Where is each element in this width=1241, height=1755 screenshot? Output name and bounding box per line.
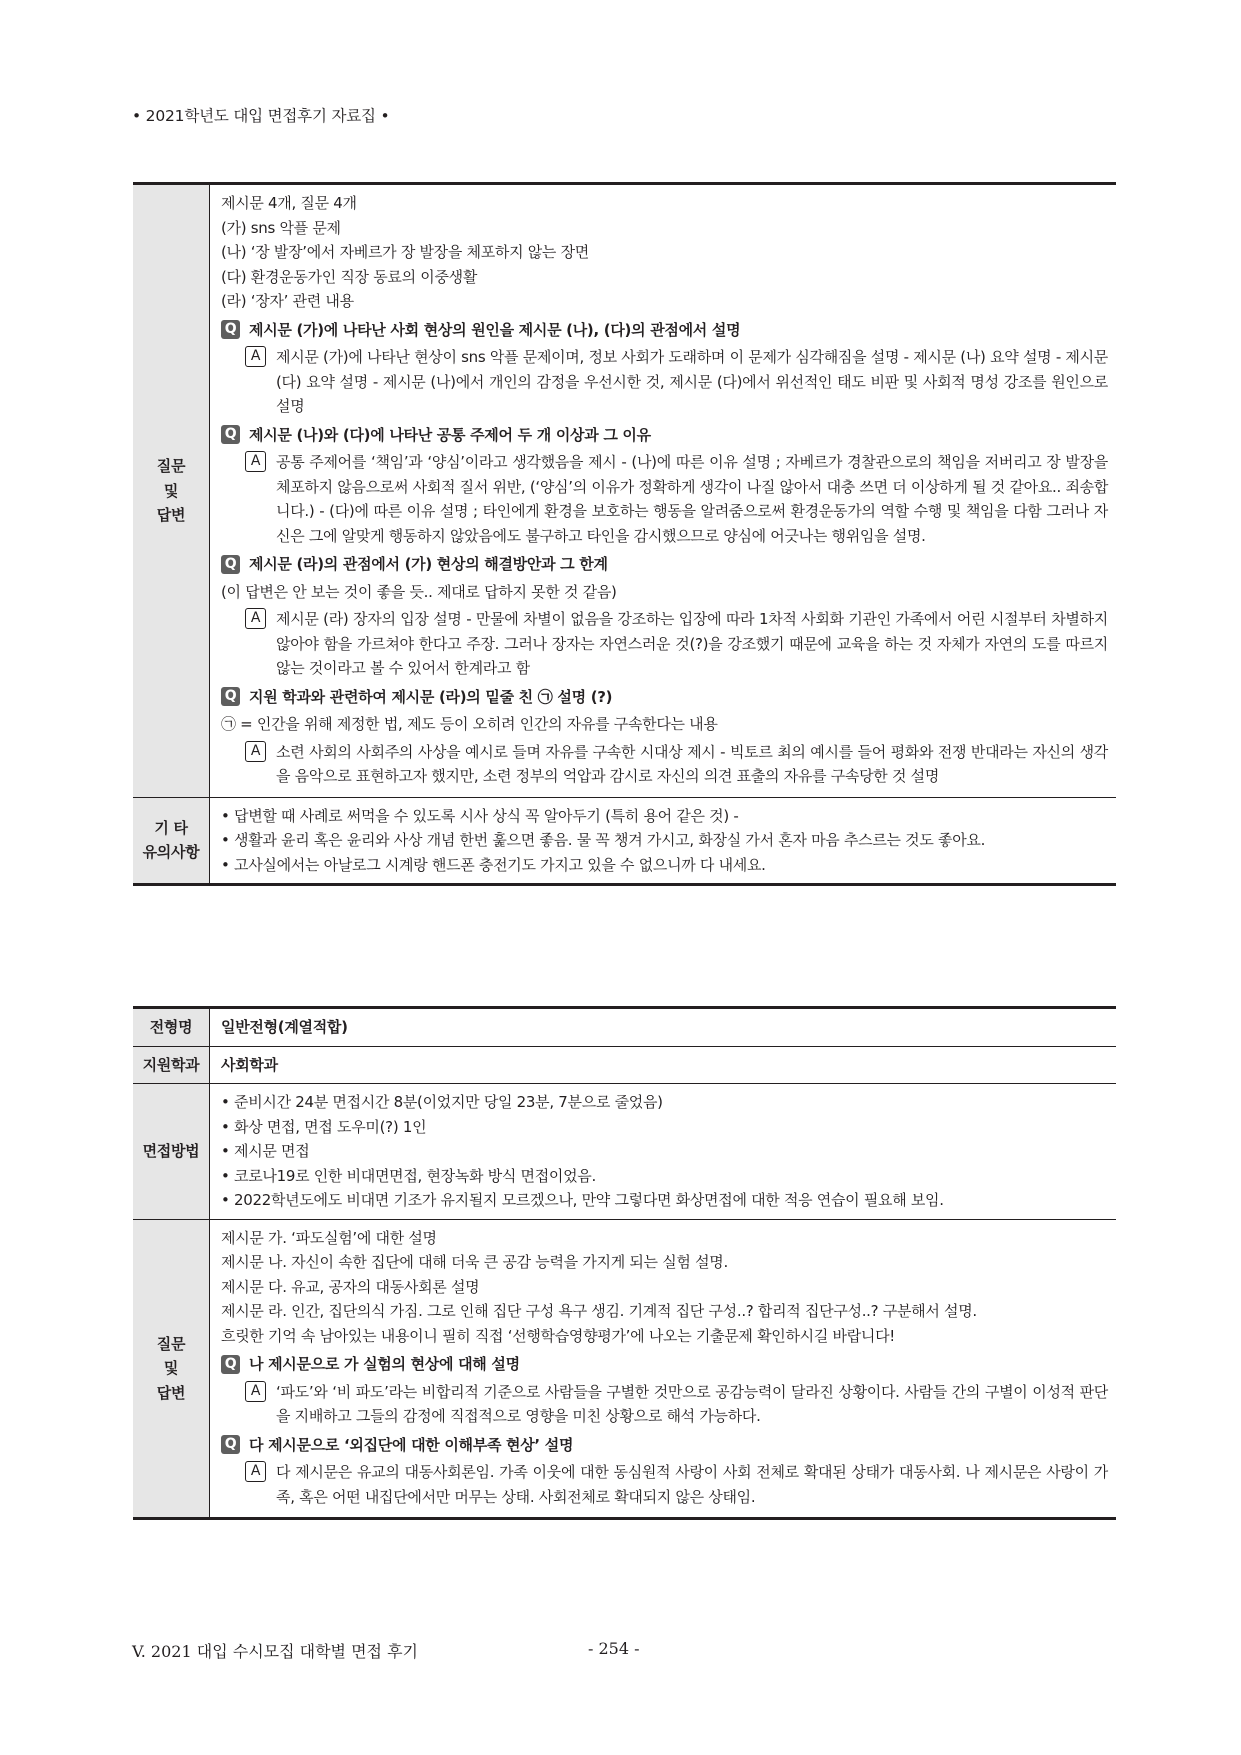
question-note: ㉠ = 인간을 위해 제정한 법, 제도 등이 오히려 인간의 자유를 구속한다는 내용 — [221, 715, 718, 733]
intro-line: (라) ‘장자’ 관련 내용 — [221, 292, 354, 310]
answer-text: 다 제시문은 유교의 대동사회론임. 가족 이웃에 대한 동심원적 사랑이 사회 전체로 확대된 상태가 대동사회. 나 제시문은 사랑이 가족, 혹은 어떤 내집단에서만 머무는 상태. 사회전체로 확대되지 않은 상태임. — [276, 1463, 1108, 1506]
method-line: • 준비시간 24분 면접시간 8분(이었지만 당일 23분, 7분으로 줄었음) — [221, 1093, 663, 1111]
q-icon: Q — [221, 425, 240, 444]
question — [221, 423, 1108, 448]
label-line: 답변 — [156, 506, 186, 524]
dept-value: 사회학과 — [210, 1046, 1117, 1084]
answer-text: 제시문 (라) 장자의 입장 설명 - 만물에 차별이 없음을 강조하는 입장에 따라 1차적 사회화 기관인 가족에서 어린 시절부터 차별하지 않아야 함을 가르쳐야 한다고 주장. 그러나 장자는 자연스러운 것(?)을 강조했기 때문에 교육을 하는 것 자체가 자연의 도를 따르지 않는 것이라고 볼 수 있어서 한계라고 함 — [276, 610, 1108, 677]
a-icon: A — [245, 608, 266, 629]
answer-text: 공통 주제어를 ‘책임’과 ‘양심’이라고 생각했음을 제시 - (나)에 따른 이유 설명 ; 자베르가 경찰관으로의 책임을 저버리고 장 발장을 체포하지 않음으로써 사회적 질서 위반, (‘양심’의 이유가 정확하게 생각이 나질 않아서 대충 쓰면 더 이상하게 될 것 같아요.. 죄송합니다.) - (다)에 따른 이유 설명 ; 타인에게 환경을 보호하는 행동을 알려줌으로써 환경운동가의 역할 수행 및 책임을 다함 그러나 자신은 그에 알맞게 행동하지 않았음에도 불구하고 타인을 감시했으므로 양심에 어긋나는 행위임을 설명. — [276, 453, 1109, 545]
question-text: 제시문 (나)와 (다)에 나타난 공통 주제어 두 개 이상과 그 이유 — [249, 425, 651, 444]
answer-text: 제시문 (가)에 나타난 현상이 sns 악플 문제이며, 정보 사회가 도래하며 이 문제가 심각해짐을 설명 - 제시문 (나) 요약 설명 - 제시문 (다) 요약 설명 - 제시문 (나)에서 개인의 감정을 우선시한 것, 제시문 (다)에서 위선적인 태도 비판 및 사회적 명성 강조를 원인으로 설명 — [276, 348, 1108, 415]
etc-line: • 생활과 윤리 혹은 윤리와 사상 개념 한번 훑으면 좋음. 물 꼭 챙겨 가시고, 화장실 가서 혼자 마음 추스르는 것도 좋아요. — [221, 831, 986, 849]
method-content — [210, 1084, 1117, 1220]
answer — [245, 1380, 1108, 1429]
page-header: • 2021학년도 대입 면접후기 자료집 • — [132, 107, 390, 125]
answer-text: 소련 사회의 사회주의 사상을 예시로 들며 자유를 구속한 시대상 제시 - 빅토르 최의 예시를 들어 평화와 전쟁 반대라는 자신의 생각을 음악으로 표현하고자 했지만, 소련 정부의 억압과 감시로 자신의 의견 표출의 자유를 구속당한 것 설명 — [276, 742, 1108, 785]
etc-label — [133, 797, 210, 885]
method-label: 면접방법 — [133, 1084, 210, 1220]
question-text: 나 제시문으로 가 실험의 현상에 대해 설명 — [249, 1355, 520, 1373]
intro-line: 흐릿한 기억 속 남아있는 내용이니 필히 직접 ‘선행학습영향평가’에 나오는 기출문제 확인하시길 바랍니다! — [221, 1326, 895, 1345]
label-line: 및 — [163, 1359, 179, 1377]
a-icon: A — [245, 741, 266, 762]
method-line: • 2022학년도에도 비대면 기조가 유지될지 모르겠으나, 만약 그렇다면 화상면접에 대한 적응 연습이 필요해 보임. — [221, 1191, 944, 1209]
etc-content — [210, 797, 1117, 885]
footer-title: V. 2021 대입 수시모집 대학별 면접 후기 — [132, 1642, 419, 1661]
label-line: 답변 — [156, 1383, 186, 1402]
answer — [245, 345, 1108, 419]
review-table-2 — [133, 1006, 1116, 1520]
question-text: 제시문 (라)의 관점에서 (가) 현상의 해결방안과 그 한계 — [249, 555, 608, 573]
method-line: • 코로나19로 인한 비대면면접, 현장녹화 방식 면접이었음. — [221, 1166, 596, 1185]
question — [221, 685, 1108, 710]
answer — [245, 450, 1108, 548]
review-table-1 — [133, 182, 1116, 886]
intro-line: 제시문 가. ‘파도실험’에 대한 설명 — [221, 1228, 437, 1247]
answer — [245, 607, 1108, 681]
qa-label — [133, 184, 210, 798]
qa-label — [133, 1219, 210, 1519]
intro-line: 제시문 나. 자신이 속한 집단에 대해 더욱 큰 공감 능력을 가지게 되는 실험 설명. — [221, 1253, 728, 1271]
type-value: 일반전형(계열적합) — [221, 1018, 348, 1036]
q-icon: Q — [221, 1435, 240, 1454]
label-line: 유의사항 — [142, 843, 200, 862]
etc-line: • 고사실에서는 아날로그 시계랑 핸드폰 충전기도 가지고 있을 수 없으니까 다 내세요. — [221, 855, 766, 874]
answer — [245, 740, 1108, 789]
intro-line: (다) 환경운동가인 직장 동료의 이중생활 — [221, 267, 478, 286]
dept-label: 지원학과 — [133, 1046, 210, 1084]
label-line: 기 타 — [154, 818, 188, 837]
intro-line: 제시문 4개, 질문 4개 — [221, 194, 357, 212]
intro-line: (나) ‘장 발장’에서 자베르가 장 발장을 체포하지 않는 장면 — [221, 243, 589, 261]
label-line: 질문 — [156, 1334, 186, 1353]
intro-line: (가) sns 악플 문제 — [221, 218, 341, 237]
question — [221, 1352, 1108, 1377]
a-icon: A — [245, 1381, 266, 1402]
question — [221, 1433, 1108, 1458]
answer-text: ‘파도’와 ‘비 파도’라는 비합리적 기준으로 사람들을 구별한 것만으로 공감능력이 달라진 상황이다. 사람들 간의 구별이 이성적 판단을 지배하고 그들의 감정에 직접적으로 영향을 미친 상황으로 해석 가능하다. — [276, 1382, 1108, 1425]
etc-line: • 답변할 때 사례로 써먹을 수 있도록 시사 상식 꼭 알아두기 (특히 용어 같은 것) - — [221, 806, 739, 825]
qa-content — [210, 184, 1117, 798]
q-icon: Q — [221, 320, 240, 339]
question-text: 다 제시문으로 ‘외집단에 대한 이해부족 현상’ 설명 — [249, 1435, 574, 1454]
a-icon: A — [245, 1461, 266, 1482]
q-icon: Q — [221, 687, 240, 706]
a-icon: A — [245, 451, 266, 472]
intro-line: 제시문 다. 유교, 공자의 대동사회론 설명 — [221, 1277, 480, 1296]
method-line: • 화상 면접, 면접 도우미(?) 1인 — [221, 1117, 427, 1136]
question-text: 제시문 (가)에 나타난 사회 현상의 원인을 제시문 (나), (다)의 관점에서 설명 — [249, 320, 741, 339]
intro-line: 제시문 라. 인간, 집단의식 가짐. 그로 인해 집단 구성 욕구 생김. 기계적 집단 구성..? 합리적 집단구성..? 구분해서 설명. — [221, 1302, 977, 1320]
question — [221, 318, 1108, 343]
question-note: (이 답변은 안 보는 것이 좋을 듯.. 제대로 답하지 못한 것 같음) — [221, 582, 617, 601]
question-text: 지원 학과와 관련하여 제시문 (라)의 밑줄 친 ㉠ 설명 (?) — [249, 687, 613, 706]
type-label: 전형명 — [133, 1008, 210, 1047]
answer — [245, 1460, 1108, 1509]
question — [221, 552, 1108, 577]
a-icon: A — [245, 346, 266, 367]
label-line: 질문 — [156, 457, 186, 475]
q-icon: Q — [221, 1355, 240, 1374]
qa-content — [210, 1219, 1117, 1519]
q-icon: Q — [221, 555, 240, 574]
page-number: - 254 - — [588, 1639, 640, 1658]
method-line: • 제시문 면접 — [221, 1142, 310, 1160]
label-line: 및 — [163, 481, 179, 500]
